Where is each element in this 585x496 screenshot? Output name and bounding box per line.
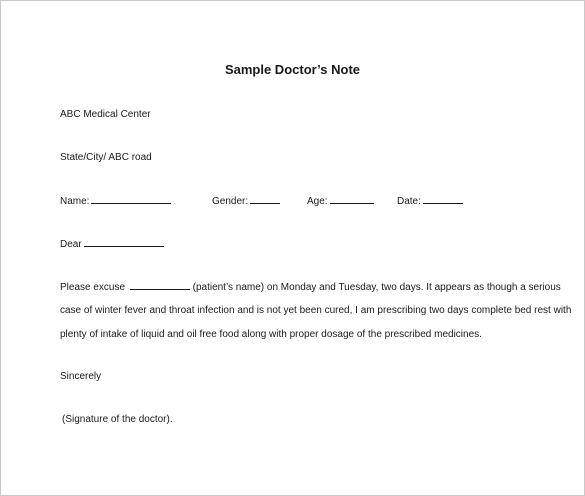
gender-field [212, 194, 280, 208]
body-line-1 [60, 280, 561, 294]
date-blank [423, 194, 463, 204]
salutation: Dear [60, 239, 82, 250]
body-line-2: case of winter fever and throat infection and is not yet been cured, I am prescribing two days complete bed rest with [60, 305, 572, 316]
excuse-lead: Please excuse [60, 282, 126, 293]
signature-line: (Signature of the doctor). [62, 414, 173, 425]
excuse-rest: (patient’s name) on Monday and Tuesday, two days. It appears as though a serious [192, 282, 561, 293]
recipient-blank [84, 237, 164, 247]
document-title: Sample Doctor’s Note [224, 62, 361, 77]
age-blank [330, 194, 374, 204]
organization-name: ABC Medical Center [60, 109, 151, 120]
patient-name-blank [130, 280, 190, 290]
salutation-line [60, 237, 164, 251]
gender-label: Gender: [212, 196, 249, 207]
age-field [307, 194, 374, 208]
gender-blank [250, 194, 280, 204]
closing: Sincerely [60, 371, 102, 382]
date-label: Date: [397, 196, 421, 207]
name-label: Name: [60, 196, 90, 207]
organization-address: State/City/ ABC road [60, 152, 152, 163]
body-line-3: plenty of intake of liquid and oil free food along with proper dosage of the prescribed medicines. [60, 329, 482, 340]
name-blank [91, 194, 171, 204]
date-field [397, 194, 463, 208]
name-field [60, 194, 171, 208]
age-label: Age: [307, 196, 328, 207]
